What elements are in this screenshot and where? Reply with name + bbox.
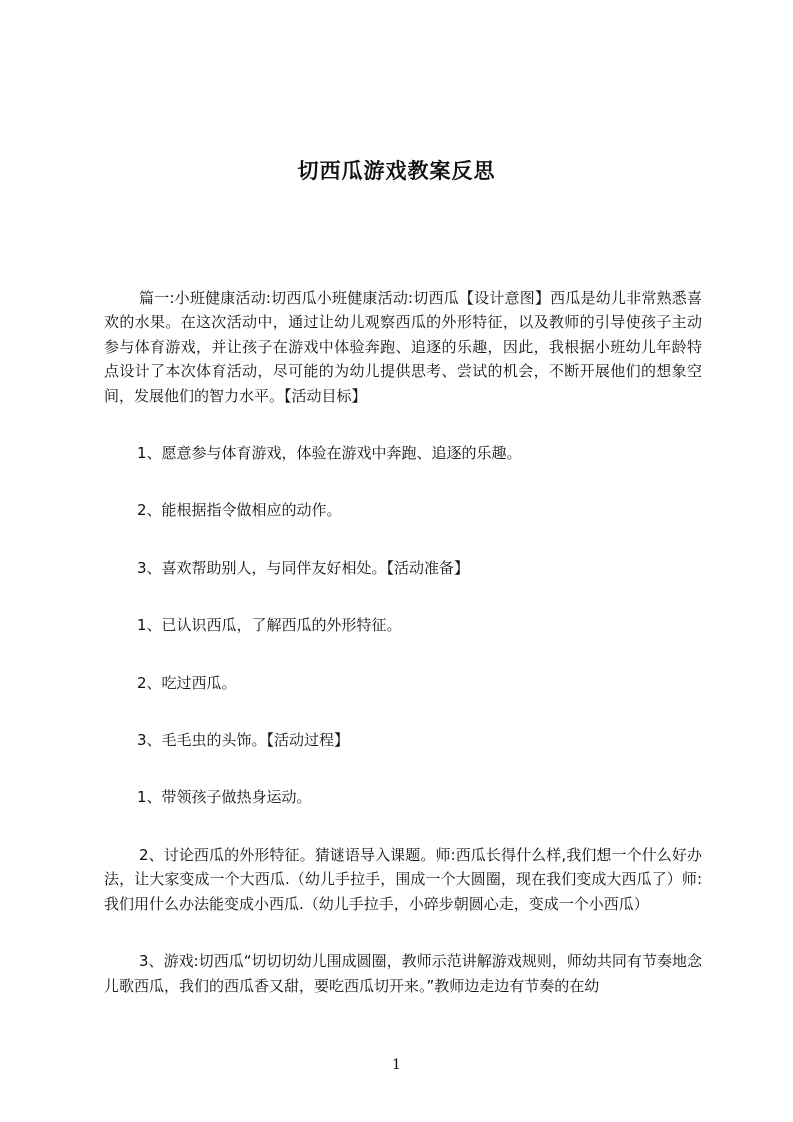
paragraph-prep-1: 1、已认识西瓜，了解西瓜的外形特征。	[137, 616, 402, 635]
paragraph-process-1: 1、带领孩子做热身运动。	[137, 788, 312, 807]
paragraph-process-2: 2、讨论西瓜的外形特征。猜谜语导入课题。师:西瓜长得什么样,我们想一个什么好办法，让大家变成一个大西瓜.（幼儿手拉手，围成一个大圆圈，现在我们变成大西瓜了）师:我们用什么办法能变成小西瓜.（幼儿手拉手，小碎步朝圆心走，变成一个小西瓜）	[104, 845, 702, 913]
page-number: 1	[392, 1057, 401, 1073]
page-title: 切西瓜游戏教案反思	[297, 159, 496, 184]
paragraph-goal-1: 1、愿意参与体育游戏，体验在游戏中奔跑、追逐的乐趣。	[137, 444, 522, 463]
paragraph-intro: 篇一:小班健康活动:切西瓜小班健康活动:切西瓜【设计意图】西瓜是幼儿非常熟悉喜欢的水果。在这次活动中，通过让幼儿观察西瓜的外形特征，以及教师的引导使孩子主动参与体育游戏，并让孩子在游戏中体验奔跑、追逐的乐趣，因此，我根据小班幼儿年龄特点设计了本次体育活动，尽可能的为幼儿提供思考、尝试的机会，不断开展他们的想象空间，发展他们的智力水平。【活动目标】	[104, 289, 702, 405]
paragraph-goal-2: 2、能根据指令做相应的动作。	[137, 501, 342, 520]
paragraph-process-3: 3、游戏:切西瓜“切切切幼儿围成圆圈，教师示范讲解游戏规则，师幼共同有节奏地念儿歌西瓜，我们的西瓜香又甜，要吃西瓜切开来。”教师边走边有节奏的在幼	[104, 952, 702, 995]
paragraph-prep-2: 2、吃过西瓜。	[137, 673, 237, 692]
paragraph-prep-3: 3、毛毛虫的头饰。【活动过程】	[137, 731, 350, 750]
paragraph-goal-3: 3、喜欢帮助别人，与同伴友好相处。【活动准备】	[137, 558, 470, 577]
document-body	[104, 286, 702, 998]
